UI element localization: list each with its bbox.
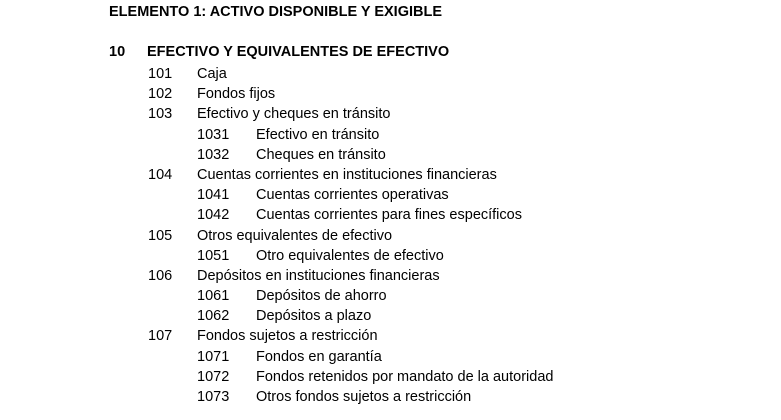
account-label: Fondos en garantía [256, 348, 382, 365]
account-code: 1031 [197, 126, 230, 143]
account-label: Efectivo y cheques en tránsito [197, 106, 391, 123]
account-code: 1072 [197, 368, 230, 385]
account-row [0, 104, 781, 124]
subaccount-row [0, 205, 781, 225]
account-code: 103 [148, 106, 173, 123]
account-code: 1032 [197, 146, 230, 163]
account-row [0, 165, 781, 185]
account-list [0, 64, 781, 407]
account-group-code: 10 [109, 44, 126, 60]
account-code: 1041 [197, 187, 230, 204]
account-label: Cuentas corrientes operativas [256, 187, 449, 204]
account-row [0, 226, 781, 246]
account-code: 104 [148, 166, 173, 183]
account-code: 106 [148, 267, 173, 284]
account-code: 105 [148, 227, 173, 244]
account-label: Cheques en tránsito [256, 146, 386, 163]
account-label: Fondos sujetos a restricción [197, 328, 378, 345]
account-code: 102 [148, 86, 173, 103]
account-label: Fondos fijos [197, 86, 276, 103]
subaccount-row [0, 185, 781, 205]
subaccount-row [0, 246, 781, 266]
account-label: Cuentas corrientes en instituciones financieras [197, 166, 497, 183]
account-label: Depósitos de ahorro [256, 288, 387, 305]
account-row [0, 266, 781, 286]
account-label: Caja [197, 66, 227, 82]
element-heading: ELEMENTO 1: ACTIVO DISPONIBLE Y EXIGIBLE [109, 4, 443, 20]
account-label: Fondos retenidos por mandato de la autoridad [256, 368, 554, 385]
account-label: Depósitos a plazo [256, 308, 372, 325]
account-code: 101 [148, 66, 173, 82]
account-code: 1051 [197, 247, 230, 264]
account-code: 1073 [197, 389, 230, 405]
account-label: Otro equivalentes de efectivo [256, 247, 444, 264]
account-code: 107 [148, 328, 173, 345]
subaccount-row [0, 125, 781, 145]
subaccount-row [0, 306, 781, 326]
account-code: 1062 [197, 308, 230, 325]
account-row [0, 84, 781, 104]
subaccount-row [0, 286, 781, 306]
subaccount-row [0, 367, 781, 387]
account-label: Otros fondos sujetos a restricción [256, 389, 472, 405]
account-label: Depósitos en instituciones financieras [197, 267, 440, 284]
account-code: 1042 [197, 207, 230, 224]
subaccount-row [0, 387, 781, 407]
account-code: 1061 [197, 288, 230, 305]
account-code: 1071 [197, 348, 230, 365]
account-label: Cuentas corrientes para fines específicos [256, 207, 522, 224]
account-row [0, 326, 781, 346]
subaccount-row [0, 347, 781, 367]
account-label: Efectivo en tránsito [256, 126, 380, 143]
account-group-label: EFECTIVO Y EQUIVALENTES DE EFECTIVO [147, 44, 450, 60]
subaccount-row [0, 145, 781, 165]
account-row [0, 64, 781, 84]
account-label: Otros equivalentes de efectivo [197, 227, 393, 244]
